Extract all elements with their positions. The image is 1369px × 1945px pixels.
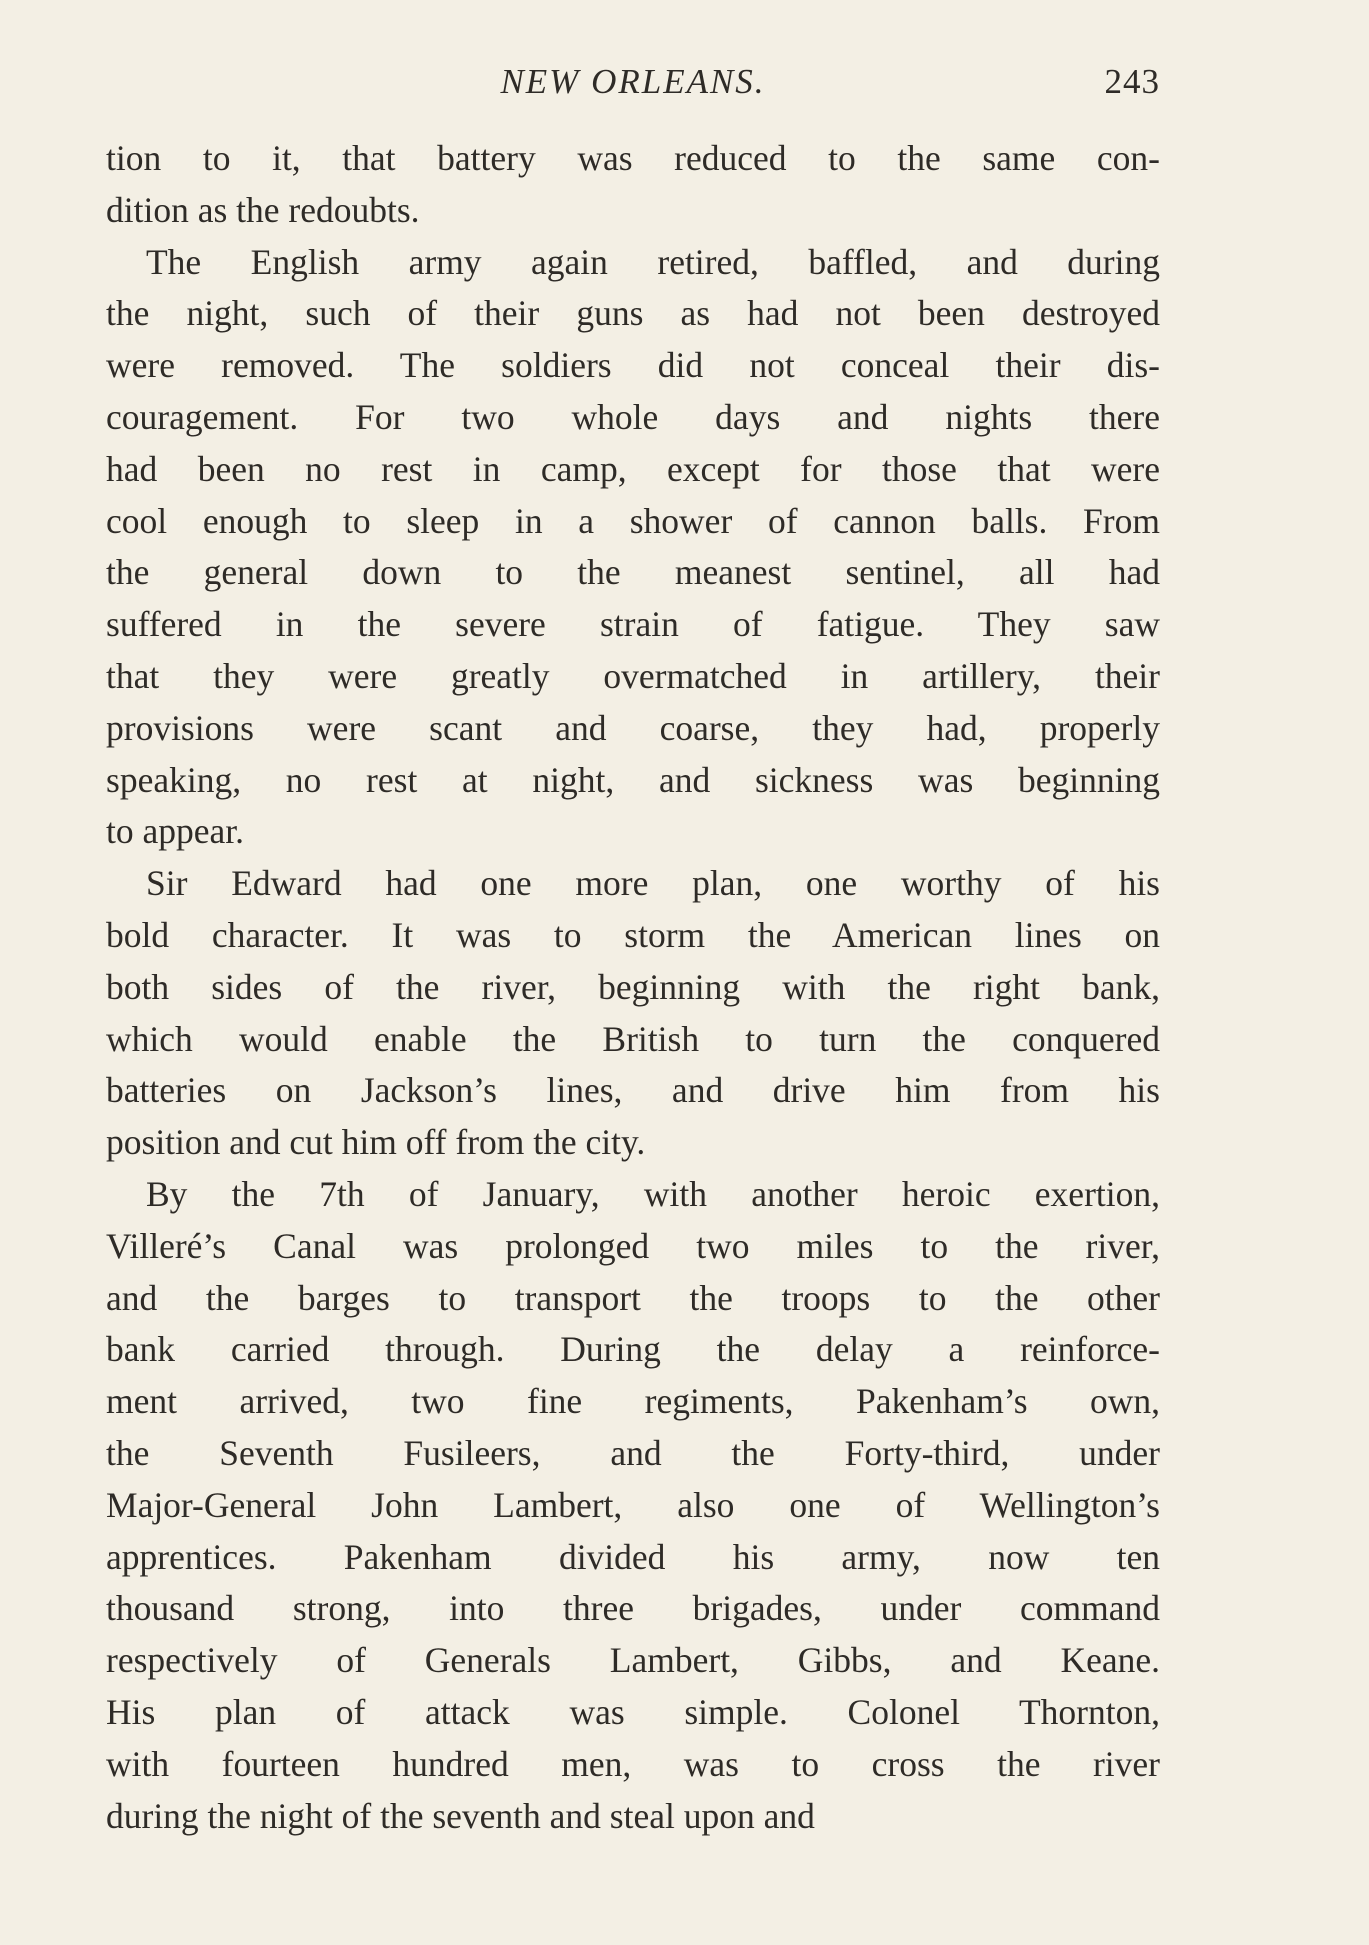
text-line: dition as the redoubts.: [106, 189, 420, 230]
text-line: with fourteen hundred men, was to cross the river: [106, 1743, 1160, 1784]
running-title: NEW ORLEANS.: [500, 62, 766, 101]
body-text: [106, 133, 1160, 1842]
text-line: Major-General John Lambert, also one of Wellington’s: [106, 1484, 1160, 1525]
text-line: respectively of Generals Lambert, Gibbs, and Keane.: [106, 1640, 1160, 1681]
page-number: 243: [1104, 62, 1160, 101]
text-line: position and cut him off from the city.: [106, 1122, 646, 1163]
text-line: both sides of the river, beginning with the right bank,: [106, 966, 1160, 1007]
text-line: which would enable the British to turn the conquered: [106, 1018, 1160, 1059]
book-page: [106, 52, 1160, 1842]
text-line: were removed. The soldiers did not conceal their dis-: [106, 345, 1160, 386]
text-line: the Seventh Fusileers, and the Forty-third, under: [106, 1432, 1160, 1473]
text-line: By the 7th of January, with another heroic exertion,: [146, 1173, 1160, 1214]
text-line: bank carried through. During the delay a reinforce-: [106, 1329, 1160, 1370]
text-line: and the barges to transport the troops to the other: [106, 1277, 1160, 1318]
text-line: that they were greatly overmatched in artillery, their: [106, 655, 1160, 696]
text-line: His plan of attack was simple. Colonel Thornton,: [106, 1691, 1160, 1732]
text-line: batteries on Jackson’s lines, and drive him from his: [106, 1070, 1160, 1111]
paragraph: [106, 1169, 1160, 1842]
text-line: Sir Edward had one more plan, one worthy of his: [146, 863, 1160, 904]
text-line: speaking, no rest at night, and sickness was beginning: [106, 759, 1160, 800]
text-line: cool enough to sleep in a shower of cannon balls. From: [106, 500, 1160, 541]
text-line: tion to it, that battery was reduced to the same con-: [106, 138, 1160, 178]
paragraph: [106, 237, 1160, 859]
text-line: Villeré’s Canal was prolonged two miles to the river,: [106, 1225, 1160, 1266]
text-line: apprentices. Pakenham divided his army, now ten: [106, 1536, 1160, 1577]
text-line: thousand strong, into three brigades, under command: [106, 1588, 1160, 1629]
text-line: had been no rest in camp, except for those that were: [106, 448, 1160, 489]
text-line: the night, such of their guns as had not been destroyed: [106, 293, 1160, 334]
text-line: during the night of the seventh and steal upon and: [106, 1795, 815, 1836]
text-line: the general down to the meanest sentinel, all had: [106, 552, 1160, 593]
text-line: to appear.: [106, 811, 244, 852]
paragraph: [106, 858, 1160, 1169]
text-line: couragement. For two whole days and nights there: [106, 396, 1160, 437]
running-head: [106, 52, 1160, 112]
text-line: ment arrived, two fine regiments, Pakenham’s own,: [106, 1381, 1160, 1422]
text-line: provisions were scant and coarse, they had, properly: [106, 707, 1160, 748]
text-line: bold character. It was to storm the American lines on: [106, 914, 1160, 955]
text-line: The English army again retired, baffled, and during: [146, 241, 1160, 282]
text-line: suffered in the severe strain of fatigue. They saw: [106, 604, 1160, 645]
paragraph: [106, 133, 1160, 237]
